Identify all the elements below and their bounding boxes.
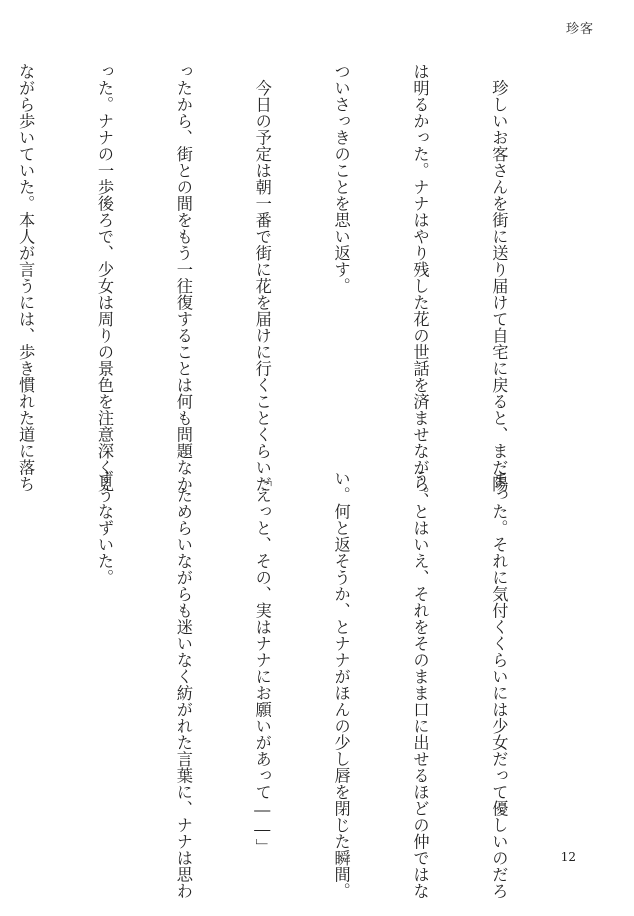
text-column: ついさっきのことを思い返す。 bbox=[331, 63, 351, 294]
text-column: ながら歩いていた。本人が言うには、歩き慣れた道に落ち bbox=[16, 63, 36, 492]
text-column: 「えっと、その、実はナナにお願いがあって――」 bbox=[252, 470, 272, 856]
text-column: ったから、街との間をもう一往復することは何も問題なか bbox=[173, 63, 193, 492]
upper-text-block bbox=[0, 63, 564, 509]
text-column: 今日の予定は朝一番で街に花を届けに行くことくらいだ bbox=[252, 63, 272, 492]
text-column: は明るかった。ナナはやり残した花の世話を済ませながら、 bbox=[410, 63, 430, 509]
page-number: 12 bbox=[560, 850, 576, 864]
text-column: 珍しいお客さんを街に送り届けて自宅に戻ると、まだ陽 bbox=[489, 63, 509, 492]
lower-text-block bbox=[0, 470, 564, 899]
text-column: ためらいながらも迷いなく紡がれた言葉に、ナナは思わ bbox=[173, 470, 193, 899]
text-column: まった。それに気付くくらいには少女だって優しいのだろ bbox=[489, 470, 509, 899]
running-head-title: 珍客 bbox=[565, 22, 594, 37]
text-column: ずうなずいた。 bbox=[94, 470, 114, 586]
text-column: う。とはいえ、それをそのまま口に出せるほどの仲ではな bbox=[410, 470, 430, 899]
text-column: った。ナナの一歩後ろで、少女は周りの景色を注意深く見 bbox=[94, 63, 114, 492]
text-column: い。何と返そうか、とナナがほんの少し唇を閉じた瞬間。 bbox=[331, 470, 351, 899]
